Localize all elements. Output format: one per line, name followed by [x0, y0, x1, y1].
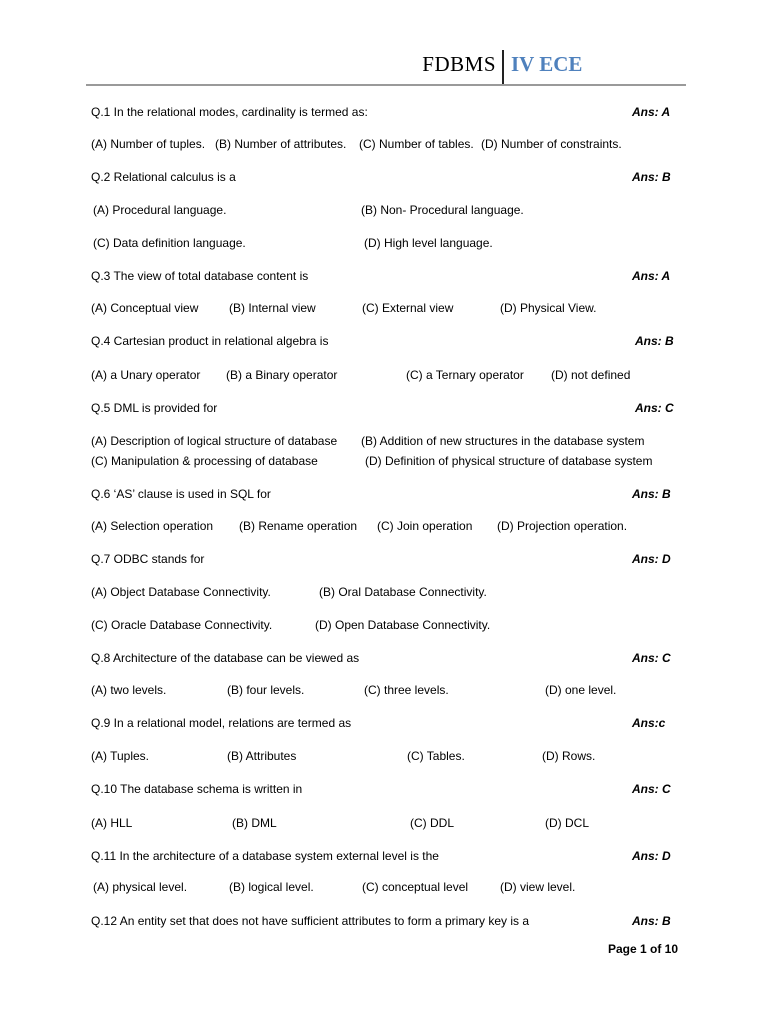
option: (D) Rows. — [542, 749, 596, 763]
option: (A) Description of logical structure of database — [91, 434, 338, 448]
option: (B) Oral Database Connectivity. — [319, 585, 487, 599]
question-6 — [91, 484, 691, 504]
options-row — [91, 431, 691, 451]
question-1 — [91, 102, 691, 122]
option: (A) Conceptual view — [91, 301, 199, 315]
options-row — [91, 615, 691, 635]
option: (D) Number of constraints. — [481, 137, 622, 151]
option: (C) Oracle Database Connectivity. — [91, 618, 273, 632]
question-2 — [91, 167, 691, 187]
answer-key: Ans: C — [632, 651, 671, 665]
question-text: Q.7 ODBC stands for — [91, 552, 205, 566]
option: (C) Number of tables. — [359, 137, 474, 151]
option: (A) two levels. — [91, 683, 167, 697]
page-header — [0, 50, 768, 84]
option: (C) Data definition language. — [93, 236, 246, 250]
option: (C) Manipulation & processing of database — [91, 454, 318, 468]
options-row — [91, 298, 691, 318]
option: (D) one level. — [545, 683, 617, 697]
header-separator — [502, 50, 504, 84]
question-8 — [91, 648, 691, 668]
answer-key: Ans: B — [632, 170, 671, 184]
option: (A) Procedural language. — [93, 203, 227, 217]
option: (D) Projection operation. — [497, 519, 628, 533]
option: (B) Internal view — [229, 301, 316, 315]
question-4 — [91, 331, 691, 351]
question-text: Q.4 Cartesian product in relational algebra is — [91, 334, 329, 348]
option: (C) DDL — [410, 816, 454, 830]
option: (C) External view — [362, 301, 454, 315]
option: (D) Definition of physical structure of database system — [365, 454, 653, 468]
options-row — [91, 233, 691, 253]
header-course-title: FDBMS — [422, 52, 496, 76]
page-number: Page 1 of 10 — [607, 942, 678, 956]
option: (A) HLL — [91, 816, 133, 830]
question-text: Q.2 Relational calculus is a — [91, 170, 236, 184]
header-class-title: IV ECE — [511, 52, 583, 76]
option: (D) not defined — [551, 368, 631, 382]
question-text: Q.3 The view of total database content is — [91, 269, 309, 283]
answer-key: Ans: C — [635, 401, 674, 415]
option: (A) Selection operation — [91, 519, 214, 533]
option: (A) Number of tuples. — [91, 137, 206, 151]
question-text: Q.8 Architecture of the database can be viewed as — [91, 651, 360, 665]
options-row — [91, 134, 691, 154]
option: (B) Attributes — [227, 749, 297, 763]
question-10 — [91, 779, 691, 799]
options-row — [91, 365, 691, 385]
options-row — [91, 813, 691, 833]
option: (B) DML — [232, 816, 277, 830]
option: (D) High level language. — [364, 236, 493, 250]
answer-key: Ans: B — [632, 914, 671, 928]
answer-key: Ans: D — [632, 849, 671, 863]
option: (C) Join operation — [377, 519, 473, 533]
answer-key: Ans: C — [632, 782, 671, 796]
option: (C) a Ternary operator — [406, 368, 524, 382]
option: (B) Number of attributes. — [215, 137, 347, 151]
question-text: Q.9 In a relational model, relations are termed as — [91, 716, 352, 730]
question-text: Q.6 ‘AS’ clause is used in SQL for — [91, 487, 271, 501]
question-3 — [91, 266, 691, 286]
options-row — [91, 746, 691, 766]
answer-key: Ans:c — [632, 716, 666, 730]
question-text: Q.10 The database schema is written in — [91, 782, 303, 796]
question-text: Q.5 DML is provided for — [91, 401, 218, 415]
question-11 — [91, 846, 691, 866]
option: (D) view level. — [500, 880, 576, 894]
option: (B) a Binary operator — [226, 368, 338, 382]
option: (D) DCL — [545, 816, 589, 830]
options-row — [91, 680, 691, 700]
answer-key: Ans: A — [632, 269, 671, 283]
question-text: Q.1 In the relational modes, cardinality is termed as: — [91, 105, 368, 119]
question-text: Q.12 An entity set that does not have sufficient attributes to form a primary key is a — [91, 914, 529, 928]
option: (A) physical level. — [93, 880, 188, 894]
option: (B) Non- Procedural language. — [361, 203, 524, 217]
option: (A) Object Database Connectivity. — [91, 585, 271, 599]
options-row — [91, 877, 691, 897]
option: (D) Open Database Connectivity. — [315, 618, 491, 632]
answer-key: Ans: B — [632, 487, 671, 501]
answer-key: Ans: A — [632, 105, 671, 119]
option: (D) Physical View. — [500, 301, 597, 315]
option: (B) Rename operation — [239, 519, 358, 533]
question-7 — [91, 549, 691, 569]
options-row — [91, 200, 691, 220]
option: (C) Tables. — [407, 749, 465, 763]
question-9 — [91, 713, 691, 733]
option: (C) three levels. — [364, 683, 449, 697]
answer-key: Ans: B — [635, 334, 674, 348]
answer-key: Ans: D — [632, 552, 671, 566]
header-rule — [86, 84, 686, 86]
option: (C) conceptual level — [362, 880, 469, 894]
question-text: Q.11 In the architecture of a database system external level is the — [91, 849, 439, 863]
question-12 — [91, 911, 691, 931]
options-row — [91, 582, 691, 602]
option: (B) logical level. — [229, 880, 314, 894]
options-row — [91, 451, 691, 471]
option: (A) a Unary operator — [91, 368, 201, 382]
option: (A) Tuples. — [91, 749, 150, 763]
option: (B) Addition of new structures in the database system — [361, 434, 645, 448]
option: (B) four levels. — [227, 683, 305, 697]
options-row — [91, 516, 691, 536]
question-5 — [91, 398, 691, 418]
